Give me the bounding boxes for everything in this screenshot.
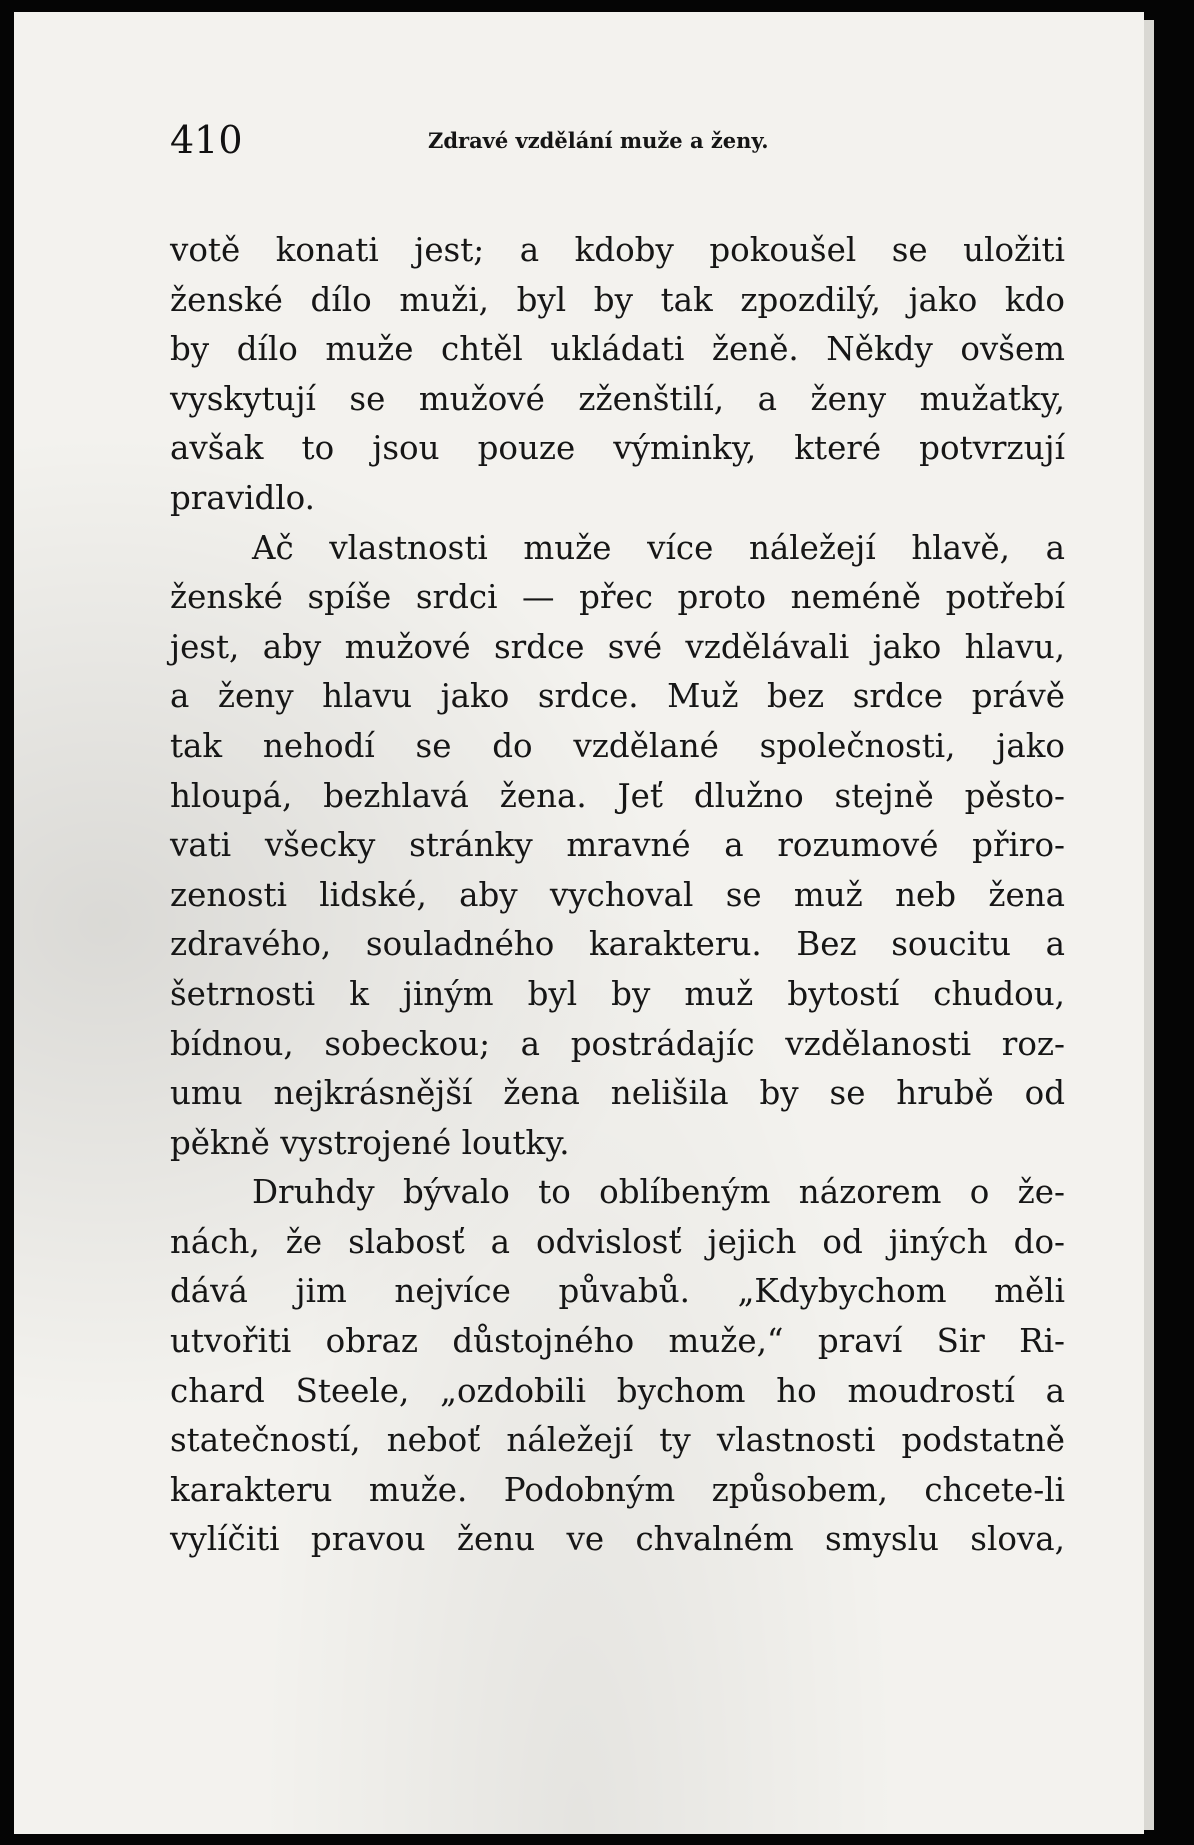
text-line: umu nejkrásnější žena nelišila by se hrubě od xyxy=(170,1074,1065,1113)
text-line: chard Steele, „ozdobili bychom ho moudrostí a xyxy=(170,1371,1065,1410)
text-line: hloupá, bezhlavá žena. Jeť dlužno stejně pěsto- xyxy=(170,776,1065,815)
text-line: dává jim nejvíce půvabů. „Kdybychom měli xyxy=(170,1272,1065,1311)
paragraph-start-line: Ač vlastnosti muže více náležejí hlavě, a xyxy=(252,528,1065,567)
text-line: zenosti lidské, aby vychoval se muž neb žena xyxy=(170,875,1065,914)
text-line: tak nehodí se do vzdělané společnosti, jako xyxy=(170,726,1065,765)
text-line: vyskytují se mužové zženštilí, a ženy mužatky, xyxy=(170,379,1065,418)
paragraph-start-line: Druhdy bývalo to oblíbeným názorem o že- xyxy=(252,1173,1065,1212)
body-text xyxy=(170,226,1065,1565)
text-line: jest, aby mužové srdce své vzdělávali jako hlavu, xyxy=(170,627,1065,666)
text-line: by dílo muže chtěl ukládati ženě. Někdy ovšem xyxy=(170,330,1065,369)
text-line: ženské dílo muži, byl by tak zpozdilý, jako kdo xyxy=(170,280,1065,319)
text-line: statečností, neboť náležejí ty vlastnosti podstatně xyxy=(170,1421,1065,1460)
running-title: Zdravé vzdělání muže a ženy. xyxy=(428,128,769,153)
text-line: šetrnosti k jiným byl by muž bytostí chudou, xyxy=(170,974,1065,1013)
text-line: utvořiti obraz důstojného muže,“ praví Sir Ri- xyxy=(170,1322,1065,1361)
text-line: vati všecky stránky mravné a rozumové přiro- xyxy=(170,826,1065,865)
text-line: vylíčiti pravou ženu ve chvalném smyslu slova, xyxy=(170,1520,1065,1559)
text-line: zdravého, souladného karakteru. Bez soucitu a xyxy=(170,925,1065,964)
text-line: a ženy hlavu jako srdce. Muž bez srdce právě xyxy=(170,677,1065,716)
text-line: votě konati jest; a kdoby pokoušel se uložiti xyxy=(170,231,1065,269)
page-number: 410 xyxy=(170,118,243,162)
page-header xyxy=(170,118,1070,168)
text-line: pěkně vystrojené loutky. xyxy=(170,1123,570,1162)
text-line: pravidlo. xyxy=(170,478,315,517)
text-line: nách, že slabosť a odvislosť jejich od jiných do- xyxy=(170,1222,1065,1261)
text-line: ženské spíše srdci — přec proto neméně potřebí xyxy=(170,578,1065,617)
text-line: karakteru muže. Podobným způsobem, chcete-li xyxy=(170,1470,1065,1509)
text-line: bídnou, sobeckou; a postrádajíc vzdělanosti roz- xyxy=(170,1024,1065,1063)
page-edge xyxy=(1144,20,1154,1830)
text-line: avšak to jsou pouze výminky, které potvrzují xyxy=(170,429,1065,468)
